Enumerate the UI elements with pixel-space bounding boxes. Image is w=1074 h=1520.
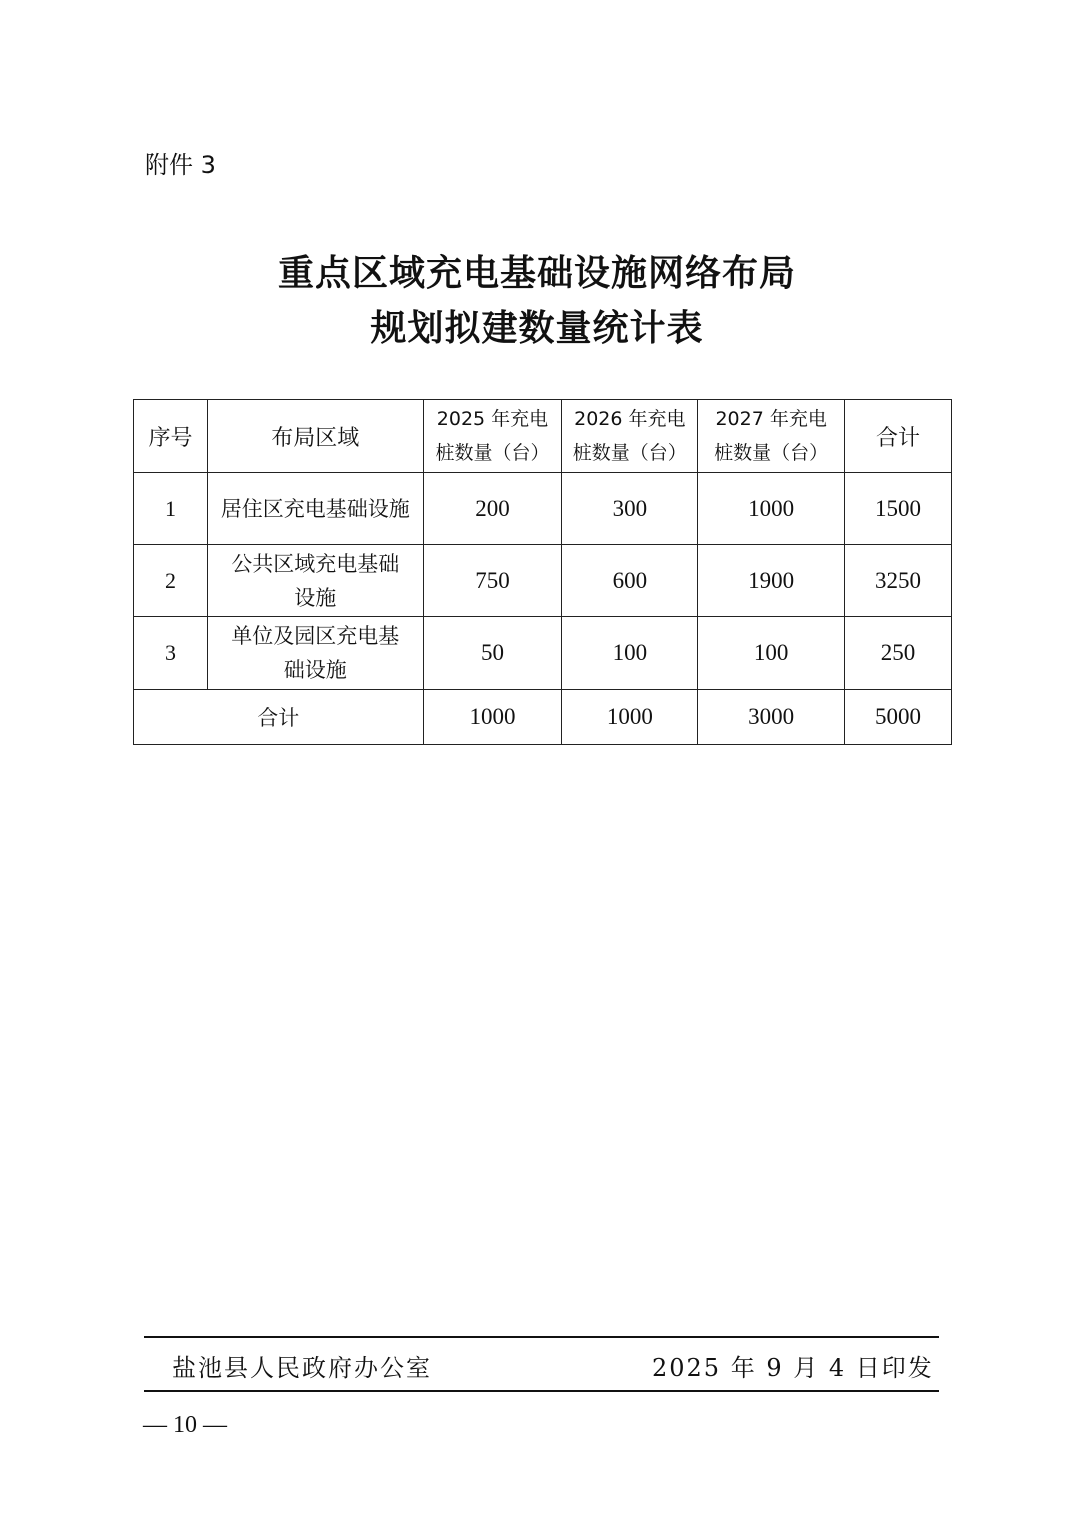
document-title-line1: 重点区域充电基础设施网络布局	[277, 252, 796, 294]
row-total: 1500	[845, 473, 952, 545]
row-2026: 600	[562, 545, 698, 617]
total-grand: 5000	[845, 690, 952, 745]
header-2027	[698, 400, 845, 473]
row-2027: 1900	[698, 545, 845, 617]
footer-issuer: 盐池县人民政府办公室	[172, 1354, 432, 1382]
header-seq: 序号	[134, 400, 208, 473]
row-2025: 50	[423, 617, 562, 690]
row-area	[207, 617, 423, 690]
row-seq: 3	[134, 617, 208, 690]
row-2027: 100	[698, 617, 845, 690]
header-area: 布局区域	[207, 400, 423, 473]
header-2026	[562, 400, 698, 473]
total-label: 合计	[134, 690, 424, 745]
header-2026-line2: 桩数量（台）	[572, 442, 687, 464]
row-total: 250	[845, 617, 952, 690]
header-2027-line1: 2027 年充电	[715, 408, 827, 430]
document-title-line2: 规划拟建数量统计表	[370, 307, 704, 349]
table-header-row	[134, 400, 952, 473]
attachment-label: 附件 3	[145, 151, 216, 179]
row-area-line1: 公共区域充电基础	[231, 551, 400, 576]
row-area	[207, 473, 423, 545]
row-area-line1: 居住区充电基础设施	[220, 496, 410, 521]
total-2026: 1000	[562, 690, 698, 745]
header-2025-line2: 桩数量（台）	[435, 442, 550, 464]
footer-bottom-rule	[144, 1390, 939, 1392]
table-row	[134, 473, 952, 545]
row-2025: 750	[423, 545, 562, 617]
total-2025: 1000	[423, 690, 562, 745]
table-row	[134, 617, 952, 690]
row-total: 3250	[845, 545, 952, 617]
row-2027: 1000	[698, 473, 845, 545]
header-2025	[423, 400, 562, 473]
row-2025: 200	[423, 473, 562, 545]
header-2026-line1: 2026 年充电	[574, 408, 686, 430]
header-2025-line1: 2025 年充电	[436, 408, 549, 430]
table-row	[134, 545, 952, 617]
row-seq: 2	[134, 545, 208, 617]
page-number: — 10 —	[143, 1412, 227, 1438]
row-area	[207, 545, 423, 617]
table-total-row	[134, 690, 952, 745]
row-area-line2: 设施	[294, 585, 337, 610]
statistics-table	[133, 399, 952, 745]
header-2027-line2: 桩数量（台）	[714, 442, 829, 464]
footer-top-rule	[144, 1336, 939, 1338]
row-area-line2: 础设施	[283, 658, 347, 682]
total-2027: 3000	[698, 690, 845, 745]
row-2026: 300	[562, 473, 698, 545]
header-total: 合计	[845, 400, 952, 473]
row-area-line1: 单位及园区充电基	[231, 624, 400, 648]
row-2026: 100	[562, 617, 698, 690]
row-seq: 1	[134, 473, 208, 545]
footer-date: 2025 年 9 月 4 日印发	[652, 1354, 934, 1382]
